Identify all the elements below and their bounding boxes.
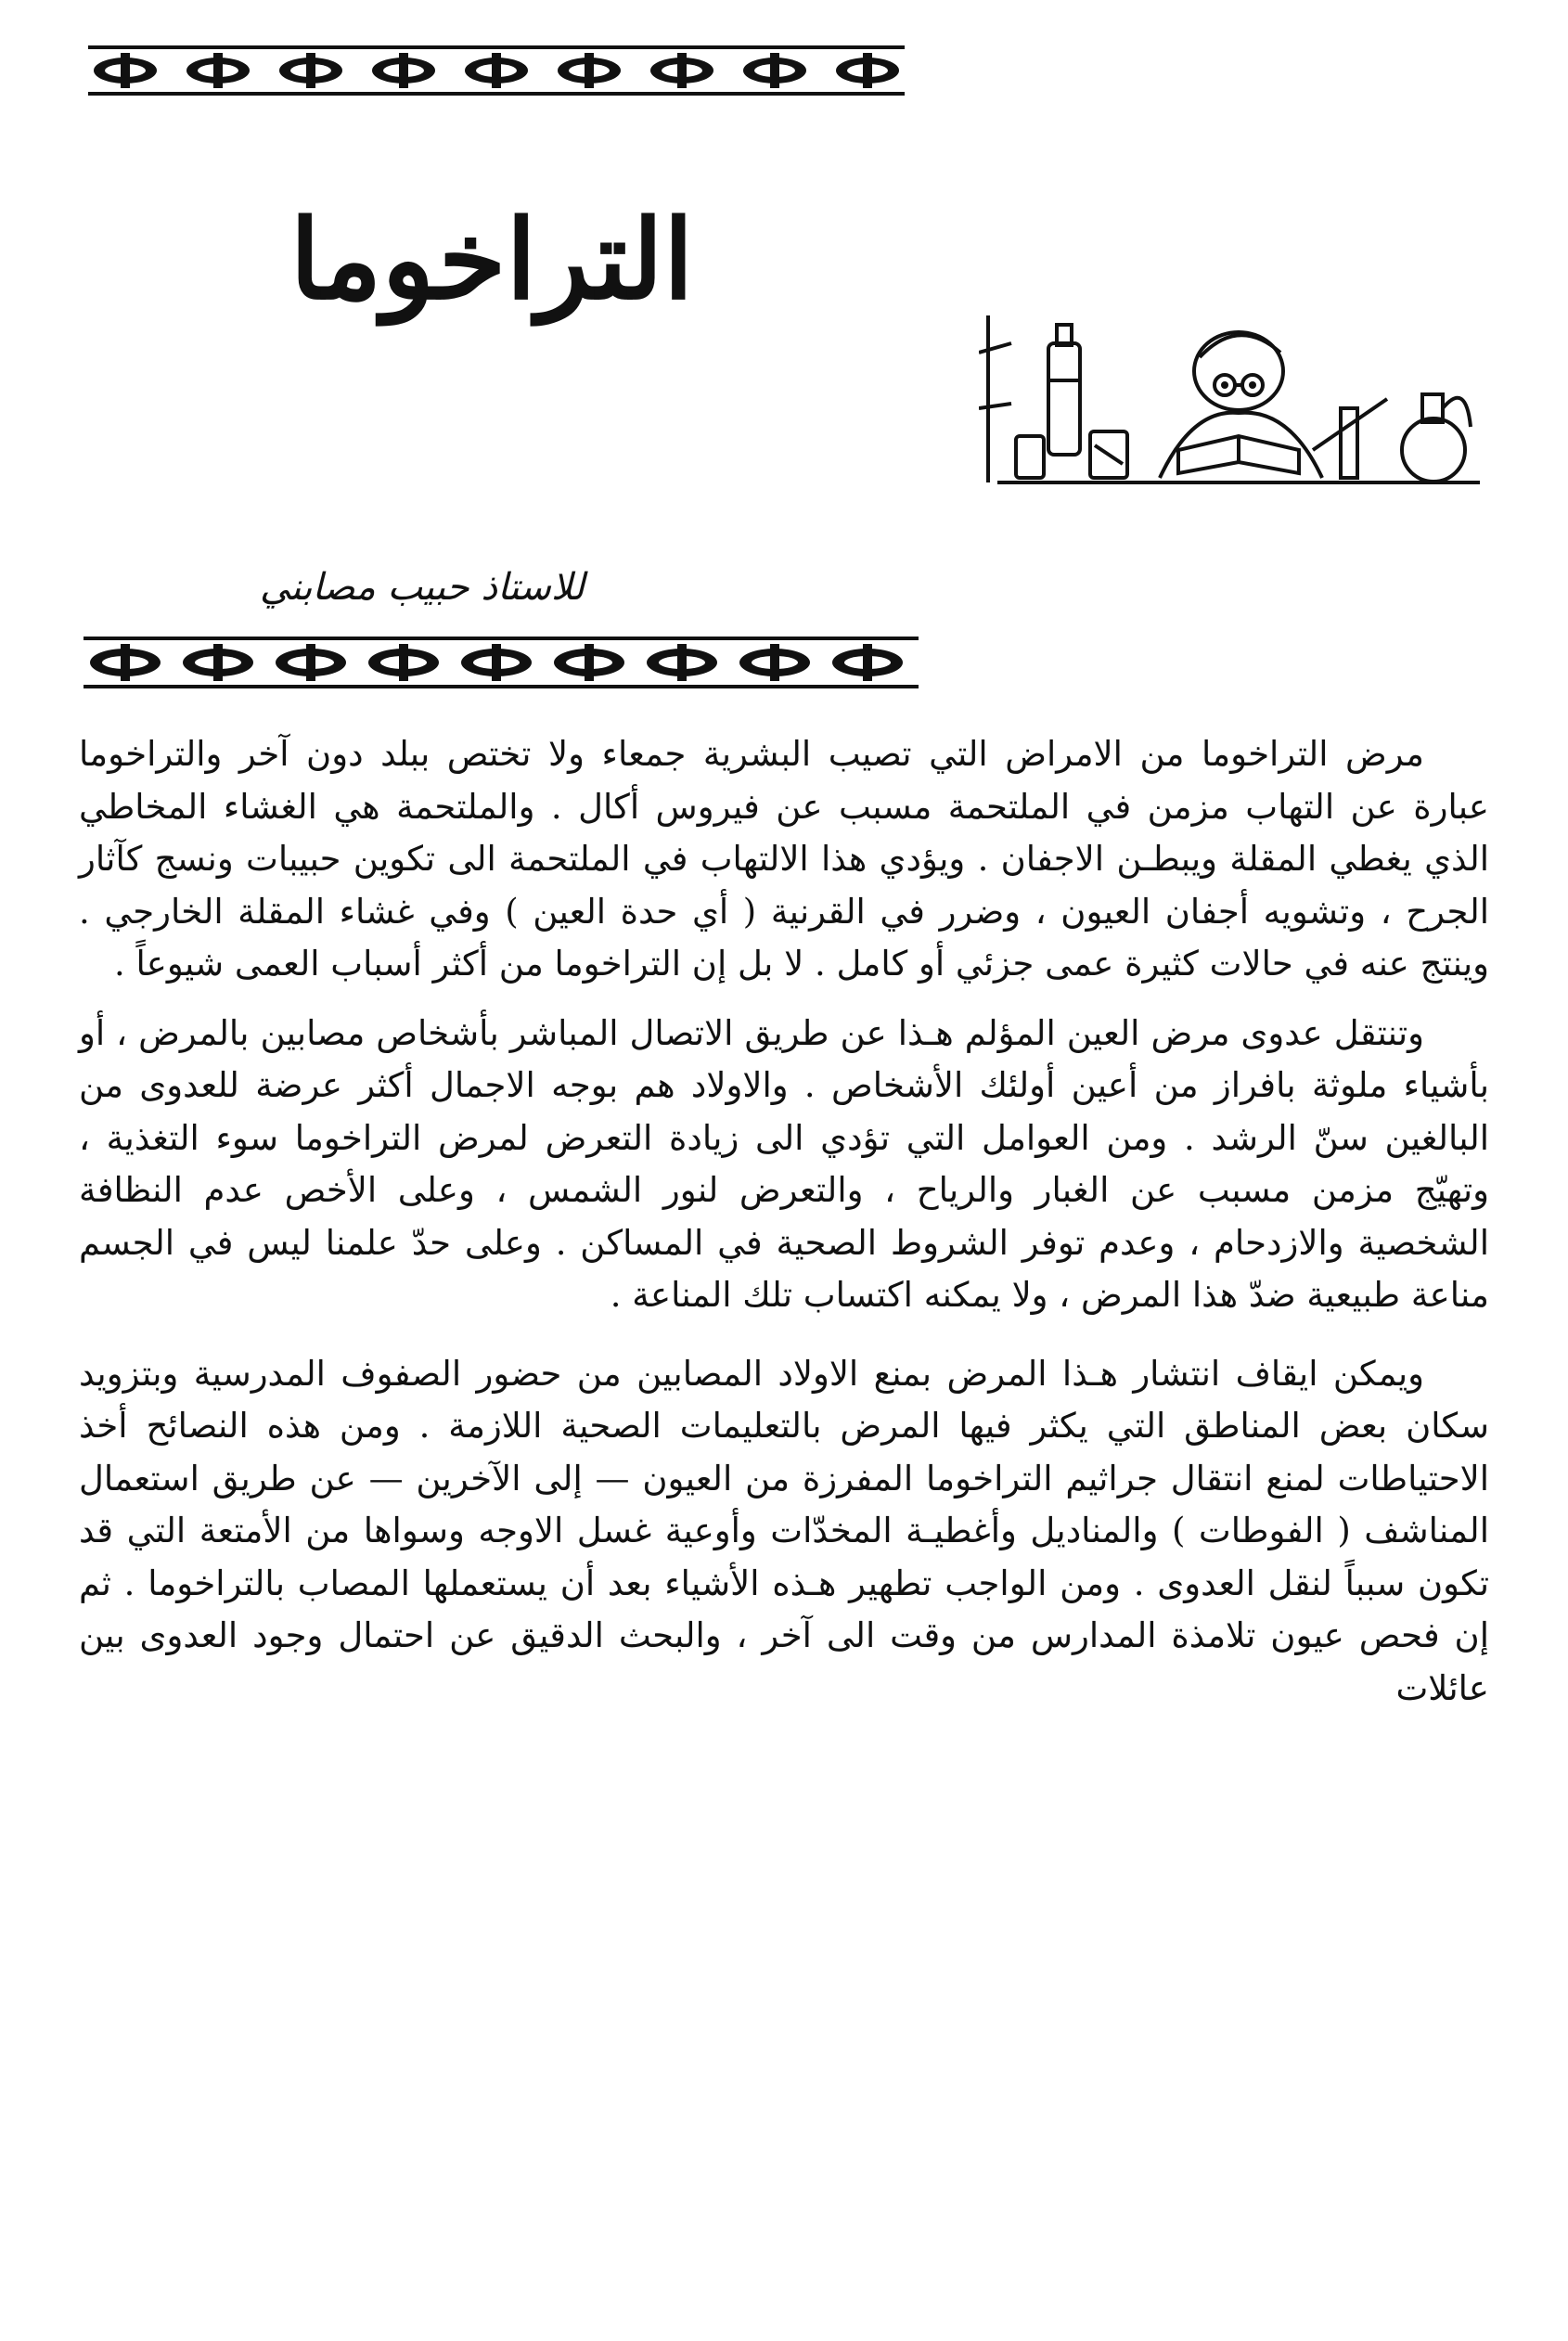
- scientist-laboratory-illustration: [979, 297, 1480, 496]
- article-body: [79, 728, 1489, 1731]
- article-title: التراخوما: [289, 195, 694, 324]
- article-paragraph: مرض التراخوما من الامراض التي تصيب البشرية جمعاء ولا تختص ببلد دون آخر والتراخوما عبارة عن التهاب مزمن في الملتحمة مسبب عن فيروس أكال . والملتحمة هي الغشاء المخاطي الذي يغطي المقلة ويبطـن الاجفان . ويؤدي هذا الالتهاب في الملتحمة الى تكوين حبيبات ونسج كآثار الجرح ، وتشويه أجفان العيون ، وضرر في القرنية ( أي حدة العين ) وفي غشاء المقلة الخارجي . وينتج عنه في حالات كثيرة عمى جزئي أو كامل . لا بل إن التراخوما من أكثر أسباب العمى شيوعاً .: [79, 734, 1489, 984]
- divider-ornament-border: [84, 631, 919, 694]
- article-paragraph: ويمكن ايقاف انتشار هـذا المرض بمنع الاولاد المصابين من حضور الصفوف المدرسية وبتزويد سكان بعض المناطق التي يكثر فيها المرض بالتعليمات الصحية اللازمة . ومن هذه النصائح أخذ الاحتياطات لمنع انتقال جراثيم التراخوما المفرزة من العيون — إلى الآخرين — عن طريق استعمال المناشف ( الفوطات ) والمناديل وأغطيـة المخدّات وأوعية غسل الاوجه وسواها من الأمتعة التي قد تكون سبباً لنقل العدوى . ومن الواجب تطهير هـذه الأشياء بعد أن يستعملها المصاب بالتراخوما . ثم إن فحص عيون تلامذة المدارس من وقت الى آخر ، والبحث الدقيق عن احتمال وجود العدوى بين عائلات: [79, 1353, 1489, 1708]
- article-paragraph: وتنتقل عدوى مرض العين المؤلم هـذا عن طريق الاتصال المباشر بأشخاص مصابين بالمرض ، أو بأشياء ملوثة بافراز من أعين أولئك الأشخاص . والاولاد هم بوجه الاجمال أكثر عرضة للعدوى من البالغين سنّ الرشد . ومن العوامل التي تؤدي الى زيادة التعرض لمرض التراخوما سوء التغذية ، وتهيّج مزمن مسبب عن الغبار والرياح ، والتعرض لنور الشمس ، وعلى الأخص عدم النظافة الشخصية والازدحام ، وعدم توفر الشروط الصحية في المساكن . وعلى حدّ علمنا ليس في الجسم مناعة طبيعية ضدّ هذا المرض ، ولا يمكنه اكتساب تلك المناعة .: [79, 1012, 1489, 1315]
- author-byline: للاستاذ حبيب مصابني: [259, 566, 585, 609]
- top-ornament-border: [88, 42, 905, 99]
